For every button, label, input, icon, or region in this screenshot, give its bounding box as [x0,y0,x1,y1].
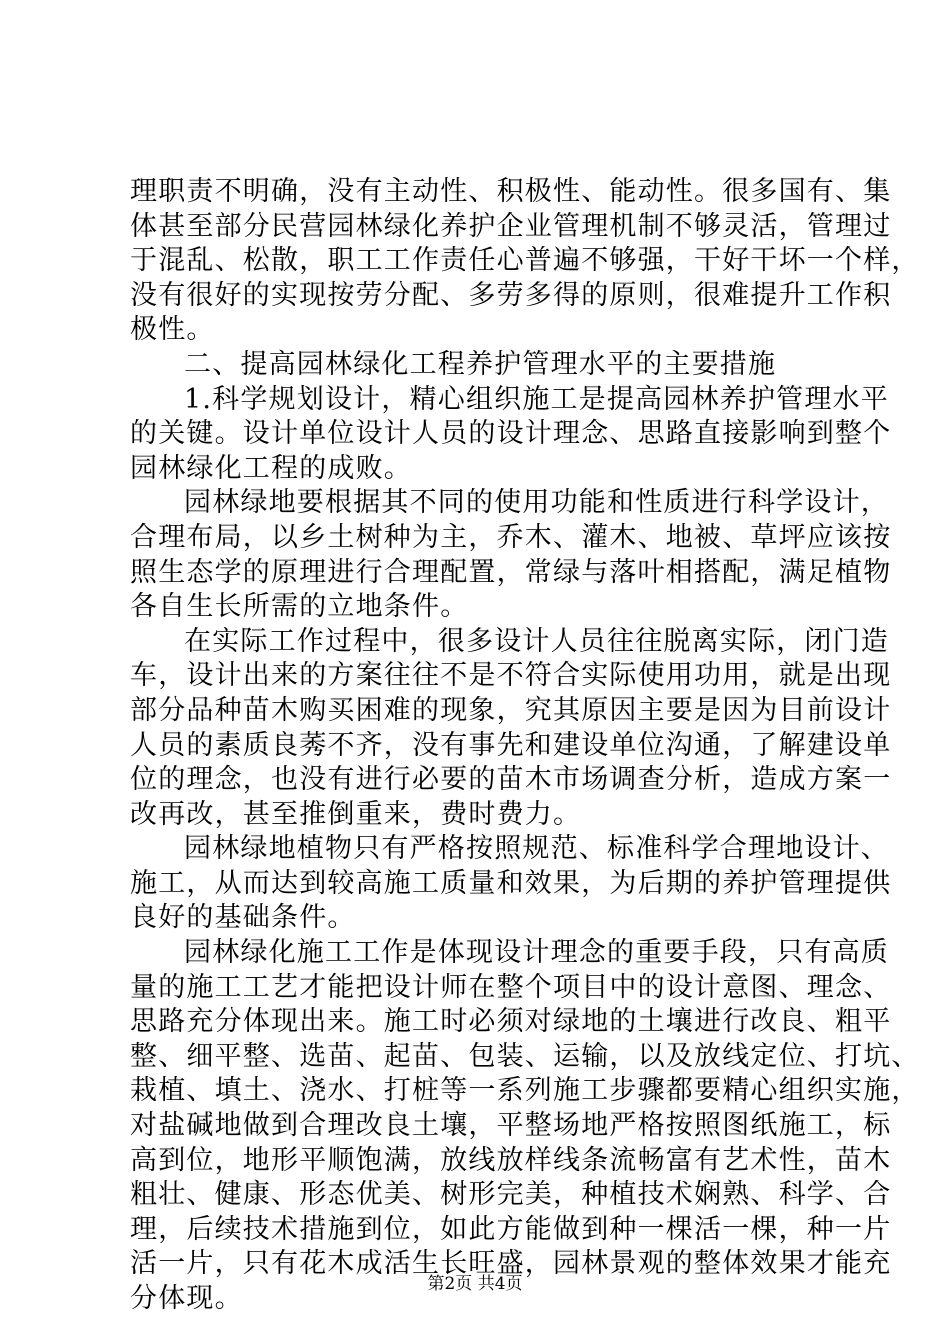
text-line: 极性。 [130,314,215,346]
text-line: 1.科学规划设计，精心组织施工是提高园林养护管理水平 [184,383,889,415]
text-line: 理职责不明确，没有主动性、积极性、能动性。很多国有、集 [130,176,892,207]
text-line: 整、细平整、选苗、起苗、包装、运输，以及放线定位、打坑、 [130,1040,920,1072]
text-line: 施工，从而达到较高施工质量和效果，为后期的养护管理提供 [130,867,892,899]
text-line: 高到位，地形平顺饱满，放线放样线条流畅富有艺术性，苗木 [130,1144,892,1176]
text-line: 在实际工作过程中，很多设计人员往往脱离实际，闭门造 [184,625,889,657]
text-line: 园林绿化工程的成败。 [130,452,412,484]
text-line: 园林绿地植物只有严格按照规范、标准科学合理地设计、 [184,833,889,865]
text-line: 理，后续技术措施到位，如此方能做到种一棵活一棵，种一片 [130,1213,892,1245]
text-line: 分体现。 [130,1283,243,1314]
text-line: 园林绿地要根据其不同的使用功能和性质进行科学设计， [184,487,889,519]
page-footer: 第2页 共4页 [427,1274,523,1294]
text-line: 部分品种苗木购买困难的现象，究其原因主要是因为目前设计 [130,694,892,726]
text-line: 园林绿化施工工作是体现设计理念的重要手段，只有高质 [184,937,889,969]
text-line: 二、提高园林绿化工程养护管理水平的主要措施 [184,348,777,380]
text-line: 的关键。设计单位设计人员的设计理念、思路直接影响到整个 [130,418,892,450]
text-line: 各自生长所需的立地条件。 [130,591,469,623]
text-line: 活一片，只有花木成活生长旺盛，园林景观的整体效果才能充 [130,1248,892,1280]
text-line: 量的施工工艺才能把设计师在整个项目中的设计意图、理念、 [130,971,892,1003]
text-line: 思路充分体现出来。施工时必须对绿地的土壤进行改良、粗平 [130,1006,892,1038]
text-line: 体甚至部分民营园林绿化养护企业管理机制不够灵活，管理过 [130,210,892,242]
text-line: 车，设计出来的方案往往不是不符合实际使用功用，就是出现 [130,660,892,692]
text-line: 合理布局，以乡土树种为主，乔木、灌木、地被、草坪应该按 [130,521,892,553]
text-line: 粗壮、健康、形态优美、树形完美，种植技术娴熟、科学、合 [130,1179,892,1211]
text-line: 栽植、填土、浇水、打桩等一系列施工步骤都要精心组织实施， [130,1075,920,1107]
text-line: 照生态学的原理进行合理配置，常绿与落叶相搭配，满足植物 [130,556,892,588]
text-line: 改再改，甚至推倒重来，费时费力。 [130,798,582,830]
text-line: 人员的素质良莠不齐，没有事先和建设单位沟通，了解建设单 [130,729,892,761]
text-line: 于混乱、松散，职工工作责任心普遍不够强，干好干坏一个样， [130,245,920,277]
document-body [130,175,920,1317]
text-line: 对盐碱地做到合理改良土壤，平整场地严格按照图纸施工，标 [130,1110,892,1142]
text-line: 良好的基础条件。 [130,902,356,934]
text-line: 没有很好的实现按劳分配、多劳多得的原则，很难提升工作积 [130,279,892,311]
text-line: 位的理念，也没有进行必要的苗木市场调查分析，造成方案一 [130,764,892,796]
